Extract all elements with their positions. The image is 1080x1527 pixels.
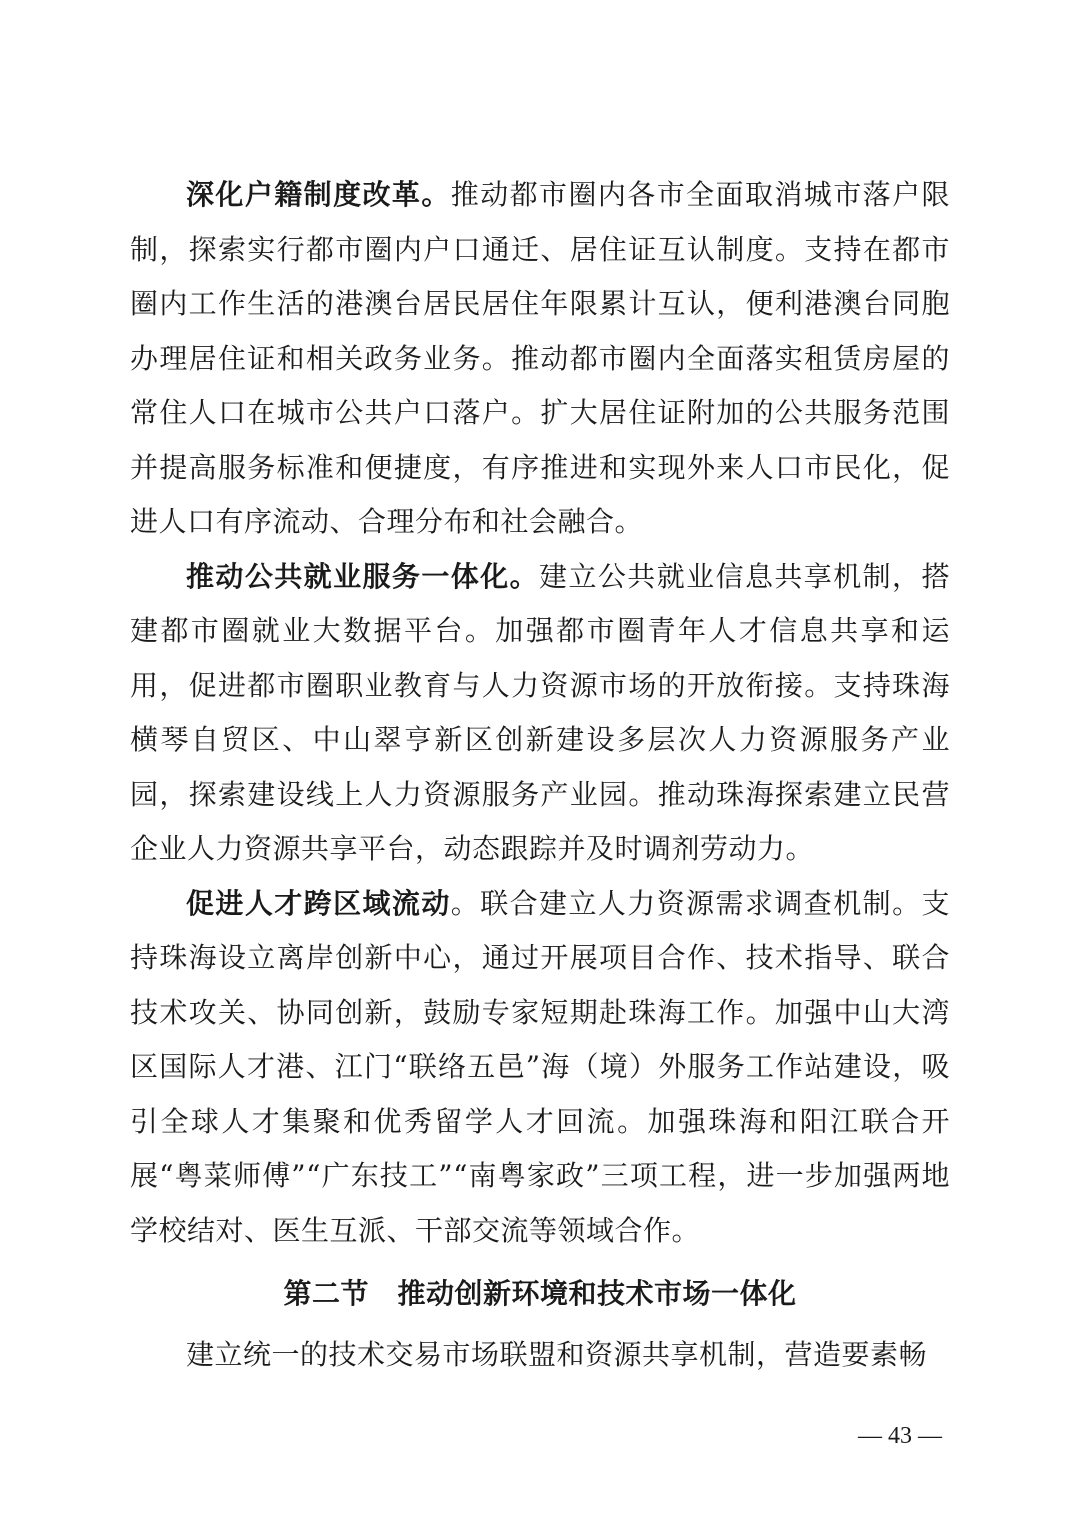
body-text bbox=[130, 168, 950, 1383]
paragraph-household-registration bbox=[130, 168, 950, 550]
paragraph-trailing: 建立统一的技术交易市场联盟和资源共享机制，营造要素畅 bbox=[186, 1338, 928, 1371]
page-number: — 43 — bbox=[858, 1423, 942, 1449]
paragraph-body: 建立公共就业信息共享机制，搭建都市圈就业大数据平台。加强都市圈青年人才信息共享和运用，促进都市圈职业教育与人力资源市场的开放衔接。支持珠海横琴自贸区、中山翠亨新区创新建设多层次人力资源服务产业园，探索建设线上人力资源服务产业园。推动珠海探索建立民营企业人力资源共享平台，动态跟踪并及时调剂劳动力。 bbox=[130, 559, 950, 865]
section-heading: 第二节 推动创新环境和技术市场一体化 bbox=[283, 1277, 797, 1310]
paragraph-body: 。联合建立人力资源需求调查机制。支持珠海设立离岸创新中心，通过开展项目合作、技术指导、联合技术攻关、协同创新，鼓励专家短期赴珠海工作。加强中山大湾区国际人才港、江门“联络五邑”海（境）外服务工作站建设，吸引全球人才集聚和优秀留学人才回流。加强珠海和阳江联合开展“粤菜师傅”“广东技工”“南粤家政”三项工程，进一步加强两地学校结对、医生互派、干部交流等领域合作。 bbox=[130, 886, 950, 1247]
paragraph-lead-heading: 深化户籍制度改革。 bbox=[186, 178, 451, 211]
paragraph-talent-mobility bbox=[130, 877, 950, 1259]
paragraph-lead-heading: 推动公共就业服务一体化。 bbox=[186, 559, 540, 593]
paragraph-body: 推动都市圈内各市全面取消城市落户限制，探索实行都市圈内户口通迁、居住证互认制度。支持在都市圈内工作生活的港澳台居民居住年限累计互认，便利港澳台同胞办理居住证和相关政务业务。推动都市圈内全面落实租赁房屋的常住人口在城市公共户口落户。扩大居住证附加的公共服务范围并提高服务标准和便捷度，有序推进和实现外来人口市民化，促进人口有序流动、合理分布和社会融合。 bbox=[130, 178, 950, 538]
paragraph-lead-heading: 促进人才跨区域流动 bbox=[186, 886, 451, 920]
paragraph-public-employment bbox=[130, 550, 950, 877]
